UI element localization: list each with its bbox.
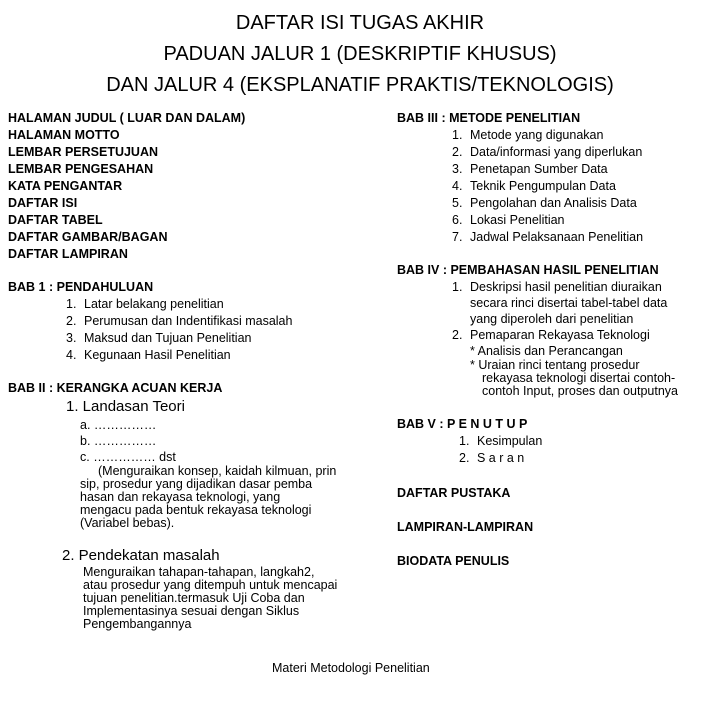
bab3-item: 7. Jadwal Pelaksanaan Penelitian [452, 230, 644, 244]
document-title [0, 8, 720, 101]
bab2-section [8, 380, 378, 631]
front-matter-item: HALAMAN MOTTO [8, 128, 120, 142]
bab2-sub1-note: (Menguraikan konsep, kaidah kilmuan, prin sip, prosedur yang dijadikan dasar pemba hasan dan rekayasa teknologi, yang mengacu pada bentuk rekayasa teknologi (Variabel bebas). [80, 464, 337, 530]
bab4-bullet: * Uraian rinci tentang prosedur rekayasa teknologi disertai contoh- contoh Input, proses dan outputnya [470, 358, 678, 398]
bab2-subheading-pendekatan-masalah: 2. Pendekatan masalah [62, 547, 220, 564]
front-matter-item: DAFTAR TABEL [8, 213, 103, 227]
bab5-item: 1. Kesimpulan [459, 434, 543, 448]
bab4-item-2: 2. Pemaparan Rekayasa Teknologi [452, 328, 650, 342]
bab2-sub1-item: c. …………… dst [80, 450, 176, 464]
front-matter-item: LEMBAR PENGESAHAN [8, 162, 154, 176]
bab3-heading: BAB III : METODE PENELITIAN [397, 111, 581, 125]
bab5-section [397, 416, 717, 467]
bab4-heading: BAB IV : PEMBAHASAN HASIL PENELITIAN [397, 263, 659, 277]
bab4-bullet: * Analisis dan Perancangan [470, 344, 623, 358]
bab3-item: 4. Teknik Pengumpulan Data [452, 179, 616, 193]
front-matter-list [8, 110, 378, 263]
bab5-item: 2. S a r a n [459, 451, 525, 465]
biodata-heading: BIODATA PENULIS [397, 554, 510, 568]
bab2-sub2-note: Menguraikan tahapan-tahapan, langkah2, atau prosedur yang ditempuh untuk mencapai tujuan penelitian.termasuk Uji Coba dan Implementasinya sesuai dengan Siklus Pengembangannya [83, 565, 338, 631]
left-column [8, 110, 378, 631]
title-line-2: PADUAN JALUR 1 (DESKRIPTIF KHUSUS) [163, 43, 557, 65]
bab1-section [8, 279, 378, 364]
bab1-heading: BAB 1 : PENDAHULUAN [8, 280, 154, 294]
right-column [397, 110, 717, 570]
front-matter-item: DAFTAR LAMPIRAN [8, 247, 128, 261]
bab2-subheading-landasan-teori: 1. Landasan Teori [66, 398, 185, 415]
bab1-item: 2. Perumusan dan Indentifikasi masalah [66, 314, 293, 328]
front-matter-item: LEMBAR PERSETUJUAN [8, 145, 159, 159]
bab1-item: 1. Latar belakang penelitian [66, 297, 224, 311]
bab3-item: 5. Pengolahan dan Analisis Data [452, 196, 637, 210]
bab3-item: 6. Lokasi Penelitian [452, 213, 565, 227]
bab3-item: 2. Data/informasi yang diperlukan [452, 145, 643, 159]
front-matter-item: HALAMAN JUDUL ( LUAR DAN DALAM) [8, 111, 246, 125]
bab4-item-1: 1. Deskripsi hasil penelitian diuraikan secara rinci disertai tabel-tabel data yang diperoleh dari penelitian [452, 280, 668, 326]
bab2-heading: BAB II : KERANGKA ACUAN KERJA [8, 381, 223, 395]
bab4-section [397, 262, 717, 398]
bab3-item: 1. Metode yang digunakan [452, 128, 604, 142]
page-footer: Materi Metodologi Penelitian [272, 661, 430, 675]
bab1-item: 4. Kegunaan Hasil Penelitian [66, 348, 231, 362]
title-line-3: DAN JALUR 4 (EKSPLANATIF PRAKTIS/TEKNOLOGIS) [106, 74, 614, 96]
front-matter-item: DAFTAR ISI [8, 196, 78, 210]
daftar-pustaka-heading: DAFTAR PUSTAKA [397, 486, 511, 500]
bab3-section [397, 110, 717, 246]
title-line-1: DAFTAR ISI TUGAS AKHIR [235, 12, 485, 34]
lampiran-heading: LAMPIRAN-LAMPIRAN [397, 520, 534, 534]
bab1-item: 3. Maksud dan Tujuan Penelitian [66, 331, 252, 345]
front-matter-item: DAFTAR GAMBAR/BAGAN [8, 230, 168, 244]
bab2-sub1-item: a. …………… [80, 418, 157, 432]
bab3-item: 3. Penetapan Sumber Data [452, 162, 608, 176]
front-matter-item: KATA PENGANTAR [8, 179, 123, 193]
bab2-sub1-item: b. …………… [80, 434, 157, 448]
bab5-heading: BAB V : P E N U T U P [397, 417, 528, 431]
